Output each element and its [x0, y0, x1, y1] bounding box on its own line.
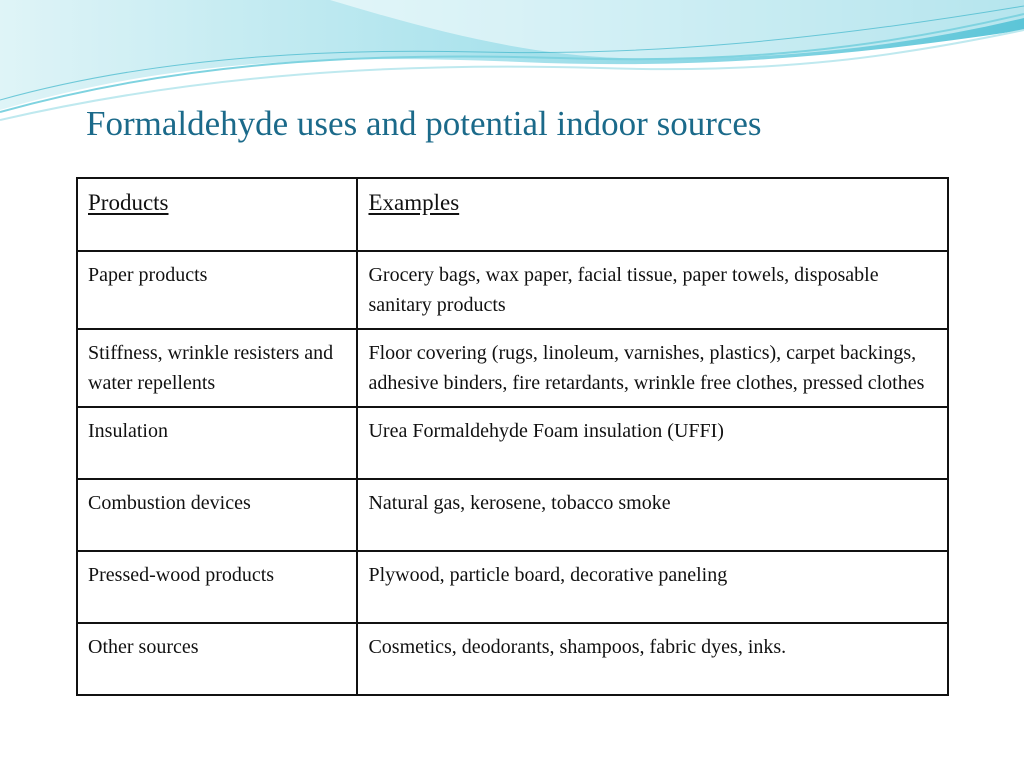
- examples-cell: Natural gas, kerosene, tobacco smoke: [357, 479, 948, 551]
- table-row: [77, 407, 948, 479]
- header-examples: Examples: [357, 178, 948, 251]
- examples-cell: Grocery bags, wax paper, facial tissue, paper towels, disposable sanitary products: [357, 251, 948, 329]
- formaldehyde-sources-table: [76, 177, 949, 696]
- examples-cell: Plywood, particle board, decorative paneling: [357, 551, 948, 623]
- examples-cell: Urea Formaldehyde Foam insulation (UFFI): [357, 407, 948, 479]
- product-cell: Stiffness, wrinkle resisters and water repellents: [77, 329, 357, 407]
- table-row: [77, 251, 948, 329]
- table-header-row: [77, 178, 948, 251]
- table-row: [77, 551, 948, 623]
- slide-title: Formaldehyde uses and potential indoor sources: [86, 104, 762, 143]
- examples-cell: Floor covering (rugs, linoleum, varnishes, plastics), carpet backings, adhesive binders, fire retardants, wrinkle free clothes, pressed clothes: [357, 329, 948, 407]
- table-row: [77, 329, 948, 407]
- product-cell: Insulation: [77, 407, 357, 479]
- product-cell: Combustion devices: [77, 479, 357, 551]
- table-row: [77, 623, 948, 695]
- table-row: [77, 479, 948, 551]
- examples-cell: Cosmetics, deodorants, shampoos, fabric dyes, inks.: [357, 623, 948, 695]
- product-cell: Paper products: [77, 251, 357, 329]
- header-products: Products: [77, 178, 357, 251]
- product-cell: Pressed-wood products: [77, 551, 357, 623]
- product-cell: Other sources: [77, 623, 357, 695]
